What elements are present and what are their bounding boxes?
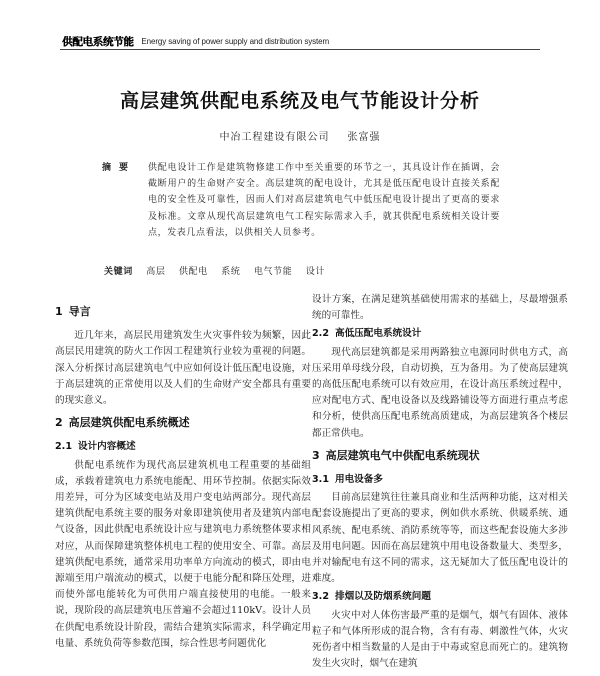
subsection-heading-3-1: 3.1 用电设备多 <box>312 474 383 486</box>
abstract-text: 供配电设计工作是建筑物修建工作中至关重要的环节之一，其具设计作在插调，会截断用户的生命财产安全。高层建筑的配电设计，尤其是低压配电设计直接关系配电的安全性及可靠性，因而人们对高层建筑电气中低压配电设计提出了更高的要求及标准。文章从现代高层建筑电气工程实际需求入手，就其供配电系统相关设计要点，发表几点看法，以供相关人员参考。 <box>148 163 500 238</box>
subsection-heading-2-2: 2.2 高低压配电系统设计 <box>312 328 422 340</box>
section-heading-2: 2 高层建筑供配电系统概述 <box>55 416 190 430</box>
affiliation: 中冶工程建设有限公司 <box>219 132 330 143</box>
paper-title: 高层建筑供配电系统及电气节能设计分析 <box>119 90 480 112</box>
keyword: 供配电 <box>178 267 208 277</box>
paragraph: 设计方案，在满足建筑基础使用需求的基础上，尽最增强系统的可靠性。 <box>312 294 568 322</box>
section-heading-1: 1 导言 <box>55 305 91 318</box>
keyword: 高层 <box>146 267 166 277</box>
journal-section-name: 供配电系统节能 <box>62 35 134 48</box>
paragraph: 近几年来，高层民用建筑发生火灾事件较为频繁，因此高层民用建筑的防火工作因工程建筑行业较为重视的问题。深入分析探讨高层建筑电气中应如何设计低压配电设施，对于高层建筑的正常使用以及人们的生命财产安全都具有重要的现实意义。 <box>55 330 311 407</box>
section-heading-3: 3 高层建筑电气中供配电系统现状 <box>312 448 480 462</box>
right-column <box>312 292 568 672</box>
paragraph: 现代高层建筑都是采用两路独立电源同时供电方式，高压采用单母线分段，自动切换，互为备用。为了使高层建筑的高低压配电系统可以有效应用，在设计高压系统过程中，应对配电方式、配电设备以及线路铺设等方面进行重点考虑和分析，使供高压配电系统高质建成，为高层建筑各个楼层都正常供电。 <box>312 346 568 439</box>
keywords-label: 关键词 <box>104 267 133 277</box>
keyword: 电气节能 <box>253 267 293 277</box>
journal-section-name-en: Energy saving of power supply and distribution system <box>141 36 330 46</box>
subsection-heading-2-1: 2.1 设计内容概述 <box>55 441 136 453</box>
abstract <box>104 160 500 241</box>
subsection-heading-3-2: 3.2 排烟以及防烟系统问题 <box>312 591 431 603</box>
header-rule <box>60 49 540 50</box>
keywords <box>104 264 500 277</box>
author: 张富强 <box>347 132 381 143</box>
left-column <box>55 292 311 652</box>
paragraph: 供配电系统作为现代高层建筑机电工程重要的基础组成，承载着建筑电力系统电能配、用环节控制。依据实际效用差异，可分为区域变电站及用户变电站两部分。现代高层建筑供配电系统主要的服务对象即建筑使用者及建筑内部电气设备，因此供配电系统设计应与建筑电力系统整体要求相对应，从而保障建筑整体机电工程的使用安全、可靠。高层建筑供配电系统，通常采用功率单方向流动的模式，即由电源端至用户端流动的模式，以便于电能分配和降压处理，进而使外部电能转化为可供用户端直接使用的电能。一般来说，现阶段的高层建筑电压普遍不会超过110kV。设计人员在供配电系统设计阶段，需结合建筑实际需求，科学确定用电量、系统负荷等参数范围，综合性思考问题优化 <box>55 459 311 649</box>
running-header <box>60 34 329 48</box>
paragraph: 目前高层建筑往往兼具商业和生活两种功能，这对相关配套设施提出了更高的要求，例如供水系统、供暖系统、通风系统、配电系统、消防系统等等，而这些配套设施大多涉及用电问题。因而在高层建筑中用电设备数量大、类型多，并对输配电有这不同的需求，这无疑加大了低压配电设计的难度。 <box>312 492 568 585</box>
byline <box>0 128 600 143</box>
abstract-label: 摘要 <box>102 163 137 173</box>
paragraph: 火灾中对人体伤害最严重的是烟气，烟气有固体、液体粒子和气体所形成的混合物，含有有毒、刺激性气体，火灾死伤者中相当数量的人是由于中毒或窒息而死亡的。建筑物发生火灾时，烟气在建筑 <box>312 609 568 670</box>
keyword: 系统 <box>221 267 241 277</box>
keyword: 设计 <box>305 267 325 277</box>
